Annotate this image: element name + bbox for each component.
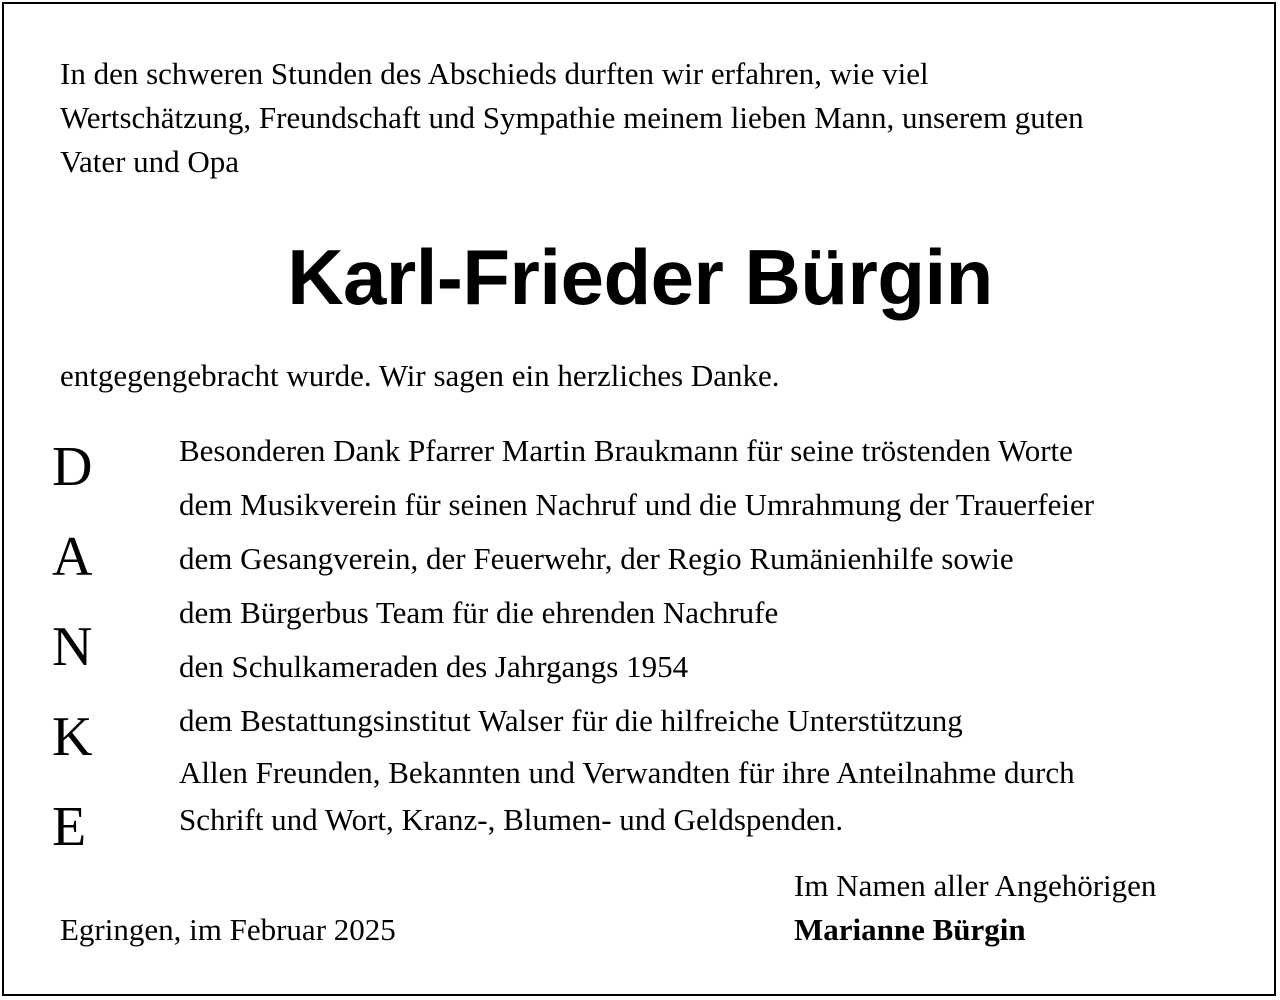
signature-name: Marianne Bürgin: [794, 912, 1026, 947]
intro-paragraph: [60, 52, 1240, 184]
danke-letter: D: [52, 436, 93, 498]
thanks-line: dem Musikverein für seinen Nachruf und die Umrahmung der Trauerfeier: [179, 487, 1095, 522]
signature-label: Im Namen aller Angehörigen: [794, 868, 1157, 903]
thanks-line: Allen Freunden, Bekannten und Verwandten für ihre Anteilnahme durch: [179, 755, 1075, 790]
deceased-name: Karl-Frieder Bürgin: [287, 233, 993, 321]
thanks-line: Schrift und Wort, Kranz-, Blumen- und Geldspenden.: [179, 802, 844, 837]
danke-letter: K: [52, 706, 93, 768]
thanks-line: dem Bestattungsinstitut Walser für die hilfreiche Unterstützung: [179, 703, 963, 738]
thanks-line: Besonderen Dank Pfarrer Martin Braukmann für seine tröstenden Worte: [179, 433, 1073, 468]
intro-line: Vater und Opa: [60, 144, 240, 179]
thanks-line: den Schulkameraden des Jahrgangs 1954: [179, 649, 689, 684]
danke-letter: E: [52, 796, 87, 858]
after-name-text: entgegengebracht wurde. Wir sagen ein herzliches Danke.: [60, 358, 780, 393]
danke-letter: A: [52, 526, 93, 588]
place-and-date: Egringen, im Februar 2025: [60, 912, 396, 947]
thanks-line: dem Gesangverein, der Feuerwehr, der Regio Rumänienhilfe sowie: [179, 541, 1014, 576]
danke-vertical-word: [52, 422, 112, 872]
thanks-line: dem Bürgerbus Team für die ehrenden Nachrufe: [179, 595, 779, 630]
thanks-list: [179, 424, 1094, 842]
danke-letter: N: [52, 616, 93, 678]
intro-line: In den schweren Stunden des Abschieds durften wir erfahren, wie viel: [60, 56, 929, 91]
intro-line: Wertschätzung, Freundschaft und Sympathie meinem lieben Mann, unserem guten: [60, 100, 1084, 135]
